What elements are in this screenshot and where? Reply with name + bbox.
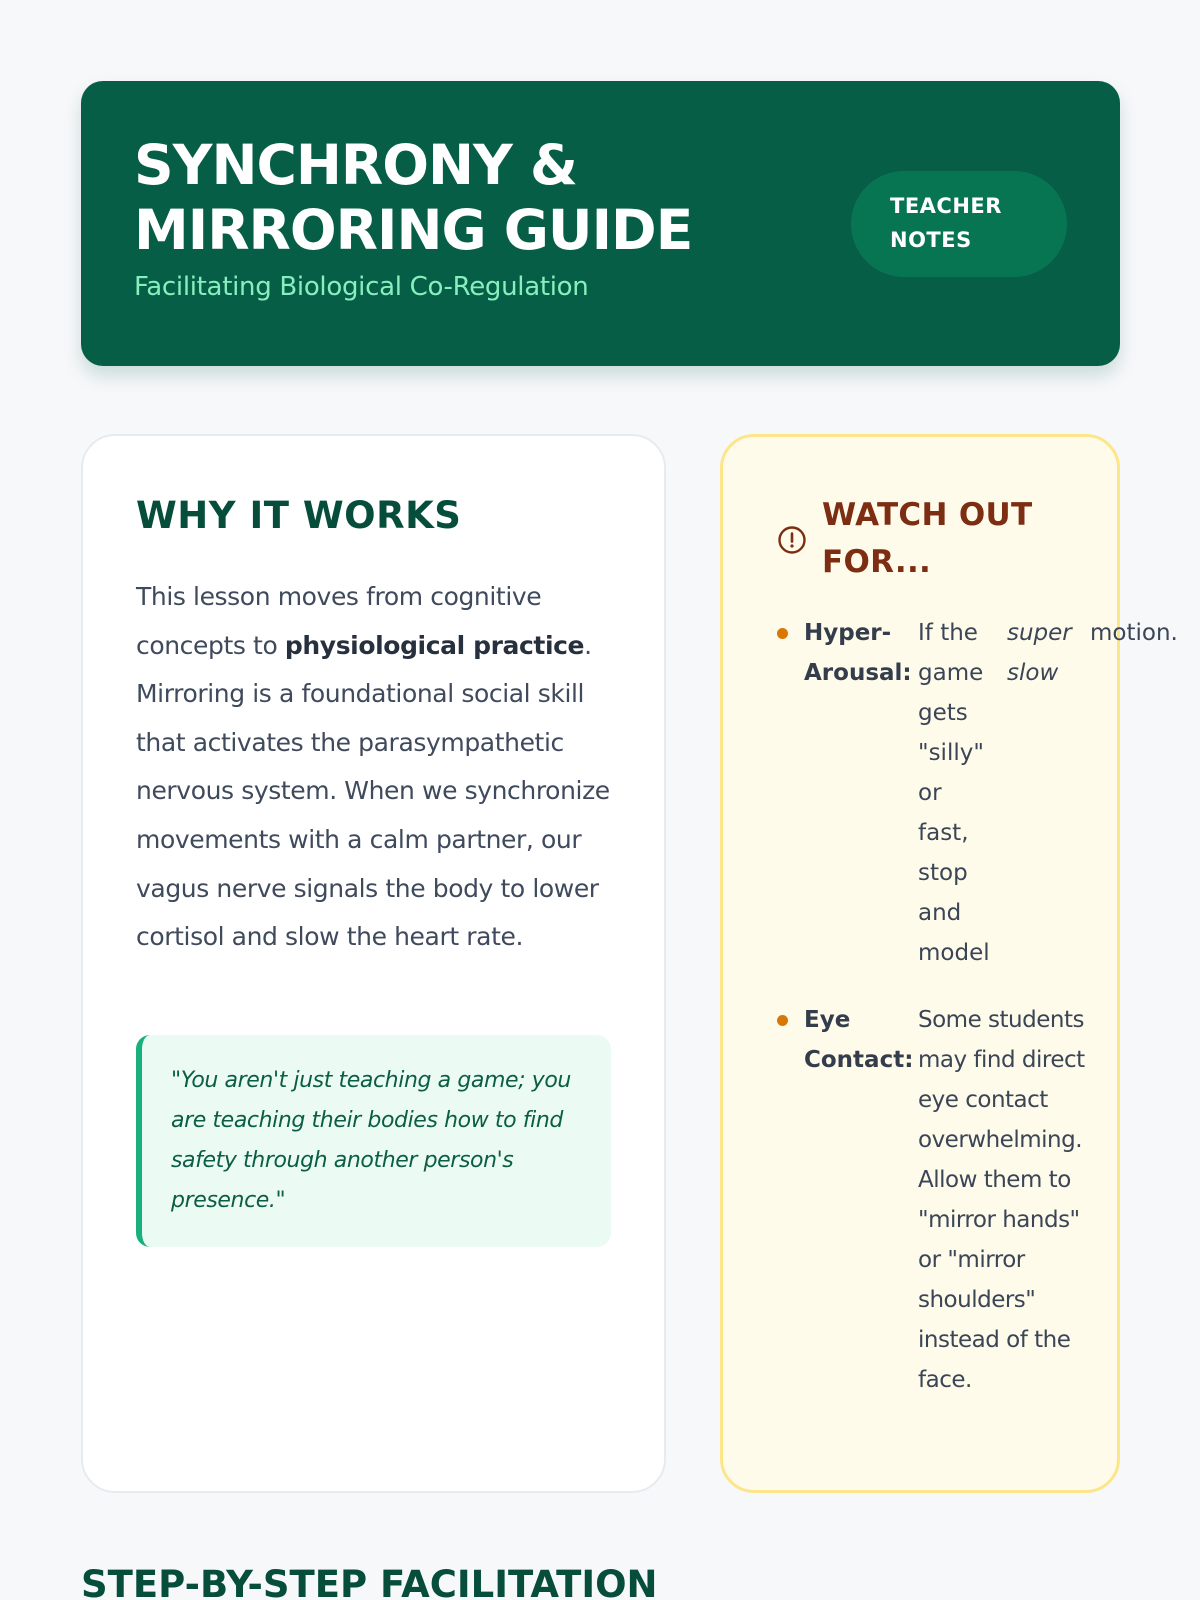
alert-circle-icon <box>777 525 807 555</box>
watch-item-text: Some students may find direct eye contact overwhelming. Allow them to "mirror hands" or "mirror shoulders" instead of the face. <box>918 1007 1085 1393</box>
page-title-line-1: SYNCHRONY & <box>134 133 577 197</box>
label-line-2: Arousal: <box>804 660 912 686</box>
watch-out-heading-line-2: FOR... <box>822 544 932 580</box>
teacher-notes-badge <box>851 171 1067 277</box>
watch-out-card <box>720 434 1178 1493</box>
watch-item-text: If the game gets "silly" or fast, stop and model <box>918 620 990 966</box>
label-line-2: Contact: <box>804 1047 914 1073</box>
why-it-works-body <box>136 573 616 962</box>
header-banner <box>81 81 1120 366</box>
bullet-dot <box>777 1015 788 1026</box>
page-subtitle: Facilitating Biological Co-Regulation <box>134 272 589 302</box>
step-by-step-heading: STEP-BY-STEP FACILITATION <box>81 1563 658 1600</box>
body-lead-text: This lesson moves from cognitive concepts to <box>136 582 542 660</box>
watch-item-label <box>804 613 912 693</box>
badge-line-2: NOTES <box>890 228 972 252</box>
pull-quote: "You aren't just teaching a game; you are teaching their bodies how to find safety through another person's presence." <box>136 1035 611 1247</box>
emphasis-word-2: slow <box>1007 660 1059 686</box>
badge-line-1: TEACHER <box>890 194 1002 218</box>
trailing-word: motion. <box>1090 620 1178 646</box>
watch-item-label <box>804 1000 913 1080</box>
watch-out-heading-line-1: WATCH OUT <box>822 497 1033 533</box>
label-line-1: Eye <box>804 1007 851 1033</box>
page-title-line-2: MIRRORING GUIDE <box>134 198 693 262</box>
emphasis-word-1: super <box>1007 620 1072 646</box>
page-title <box>134 133 692 263</box>
body-bold-text: physiological practice <box>284 630 585 660</box>
bullet-dot <box>777 628 788 639</box>
why-it-works-heading: WHY IT WORKS <box>136 494 462 537</box>
watch-out-heading <box>822 492 1032 586</box>
body-rest-text: . Mirroring is a foundational social skill that activates the parasympathetic nervous system. When we synchronize movements with a calm partner, our vagus nerve signals the body to lower cortisol and slow the heart rate. <box>136 630 610 952</box>
label-line-1: Hyper- <box>804 620 892 646</box>
why-it-works-card <box>81 434 666 1493</box>
